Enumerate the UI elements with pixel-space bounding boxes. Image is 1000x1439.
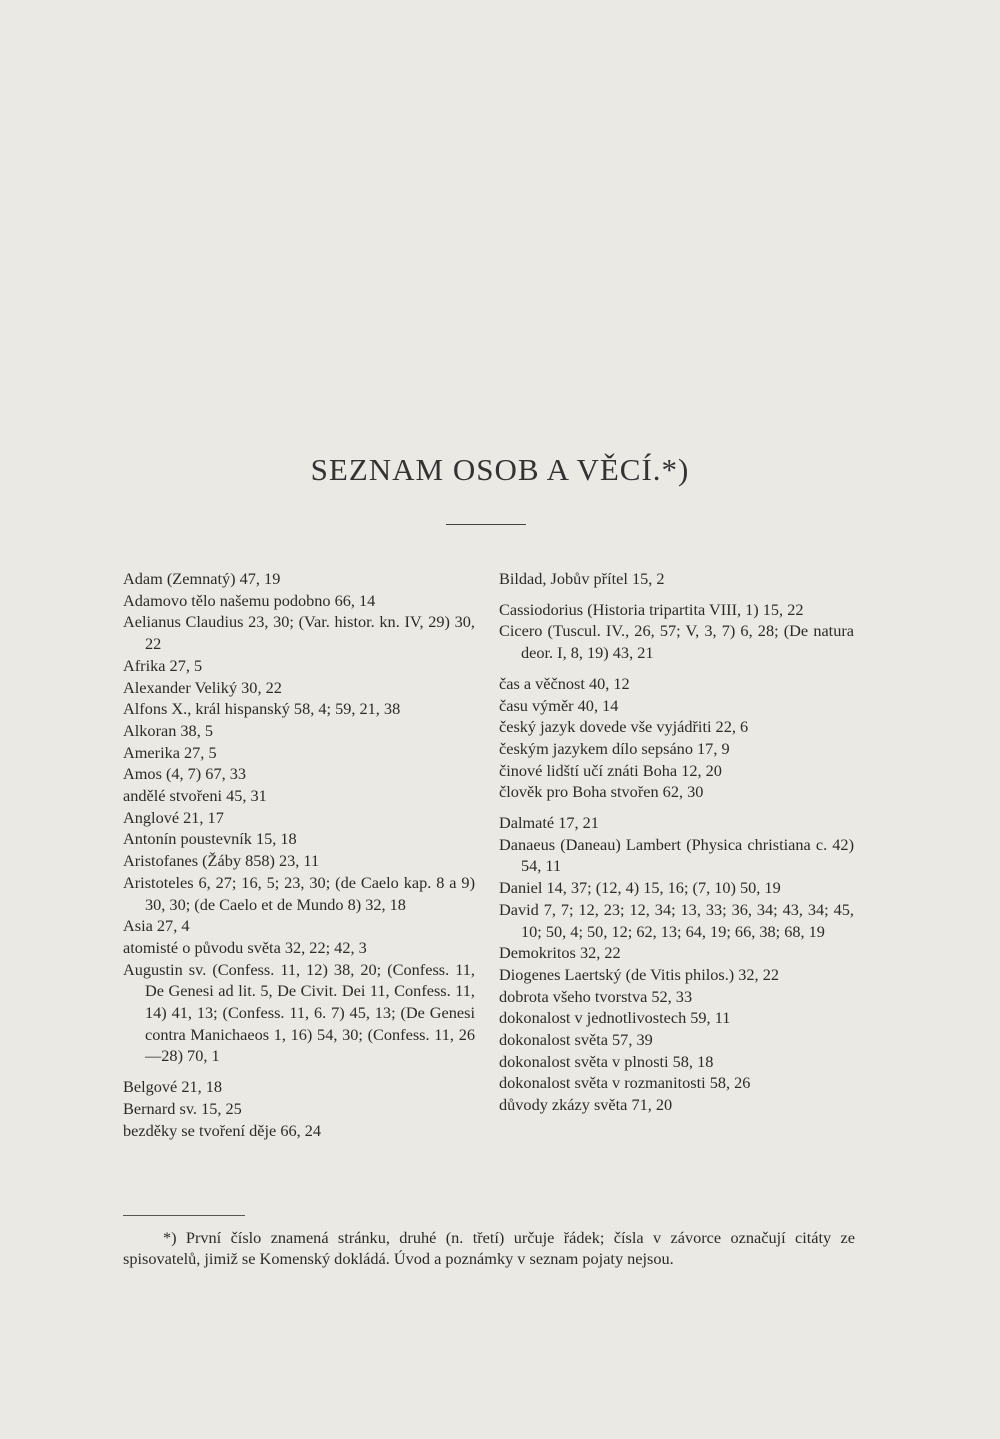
index-entry: atomisté o původu světa 32, 22; 42, 3 [123, 937, 367, 957]
index-entry: důvody zkázy světa 71, 20 [499, 1095, 673, 1115]
index-entry: činové lidští učí znáti Boha 12, 20 [499, 760, 722, 780]
index-entry: Amos (4, 7) 67, 33 [123, 764, 247, 784]
index-entry: Bildad, Jobův přítel 15, 2 [499, 569, 665, 588]
index-entry: Cassiodorius (Historia tripartita VIII, 1) 15, 22 [499, 599, 804, 619]
index-entry: českým jazykem dílo sepsáno 17, 9 [499, 738, 730, 758]
index-entry: Aristoteles 6, 27; 16, 5; 23, 30; (de Caelo kap. 8 a 9) 30, 30; (de Caelo et de Mundo 8) 32, 18 [123, 872, 475, 914]
index-entry: Aristofanes (Žáby 858) 23, 11 [123, 851, 320, 871]
index-entry: Augustin sv. (Confess. 11, 12) 38, 20; (Confess. 11, De Genesi ad lit. 5, De Civit. Dei 11, Confess. 11, 14) 41, 13; (Confess. 11, 6. 7) 45, 13; (De Genesi contra Manichaeos 1, 16) 54, 30; (Confess. 11, 26—28) 70, 1 [123, 959, 475, 1066]
index-entry: dokonalost světa v rozmanitosti 58, 26 [499, 1073, 751, 1093]
index-entry: Aelianus Claudius 23, 30; (Var. histor. kn. IV, 29) 30, 22 [123, 612, 475, 654]
index-entry: Amerika 27, 5 [123, 742, 217, 762]
index-entry: dokonalost světa v plnosti 58, 18 [499, 1051, 714, 1071]
index-entry: Anglové 21, 17 [123, 807, 224, 827]
index-entry: český jazyk dovede vše vyjádřiti 22, 6 [499, 717, 749, 737]
index-entry: bezděky se tvoření děje 66, 24 [123, 1120, 322, 1140]
index-column-right [499, 568, 854, 1116]
index-entry: Alexander Veliký 30, 22 [123, 677, 282, 697]
index-entry: Adamovo tělo našemu podobno 66, 14 [123, 590, 376, 610]
index-entry: David 7, 7; 12, 23; 12, 34; 13, 33; 36, 34; 43, 34; 45, 10; 50, 4; 50, 12; 62, 13; 64, 19; 66, 38; 68, 19 [499, 899, 854, 941]
index-entry: dokonalost světa 57, 39 [499, 1030, 653, 1050]
title-divider [446, 524, 526, 525]
index-entry: času výměr 40, 14 [499, 695, 619, 715]
index-entry: dobrota všeho tvorstva 52, 33 [499, 986, 693, 1006]
index-entry: Cicero (Tuscul. IV., 26, 57; V, 3, 7) 6, 28; (De natura deor. I, 8, 19) 43, 21 [499, 621, 854, 663]
index-entry: Alfons X., král hispanský 58, 4; 59, 21, 38 [123, 699, 401, 719]
index-entry: Demokritos 32, 22 [499, 943, 621, 963]
page-title: SEZNAM OSOB A VĚCÍ.*) [310, 452, 690, 487]
index-entry: čas a věčnost 40, 12 [499, 673, 630, 693]
index-entry: Danaeus (Daneau) Lambert (Physica christiana c. 42) 54, 11 [499, 834, 854, 876]
footnote-divider [123, 1215, 245, 1216]
footnote: *) První číslo znamená stránku, druhé (n. třetí) určuje řádek; čísla v závorce označují citáty ze spisovatelů, jimiž se Komenský dokládá. Úvod a poznámky v seznam pojaty nejsou. [123, 1228, 855, 1268]
index-column-left [123, 568, 475, 1141]
index-entry: Antonín poustevník 15, 18 [123, 829, 297, 849]
index-entry: Belgové 21, 18 [123, 1077, 223, 1097]
index-entry: Asia 27, 4 [123, 916, 190, 936]
index-entry: dokonalost v jednotlivostech 59, 11 [499, 1008, 731, 1028]
index-entry: Afrika 27, 5 [123, 655, 203, 675]
index-entry: Diogenes Laertský (de Vitis philos.) 32, 22 [499, 964, 779, 984]
index-entry: Bernard sv. 15, 25 [123, 1098, 242, 1118]
index-entry: Daniel 14, 37; (12, 4) 15, 16; (7, 10) 50, 19 [499, 878, 781, 898]
index-entry: člověk pro Boha stvořen 62, 30 [499, 782, 704, 802]
index-entry: Alkoran 38, 5 [123, 720, 213, 740]
index-entry: Adam (Zemnatý) 47, 19 [123, 569, 281, 588]
index-entry: andělé stvořeni 45, 31 [123, 786, 267, 806]
index-entry: Dalmaté 17, 21 [499, 813, 599, 833]
